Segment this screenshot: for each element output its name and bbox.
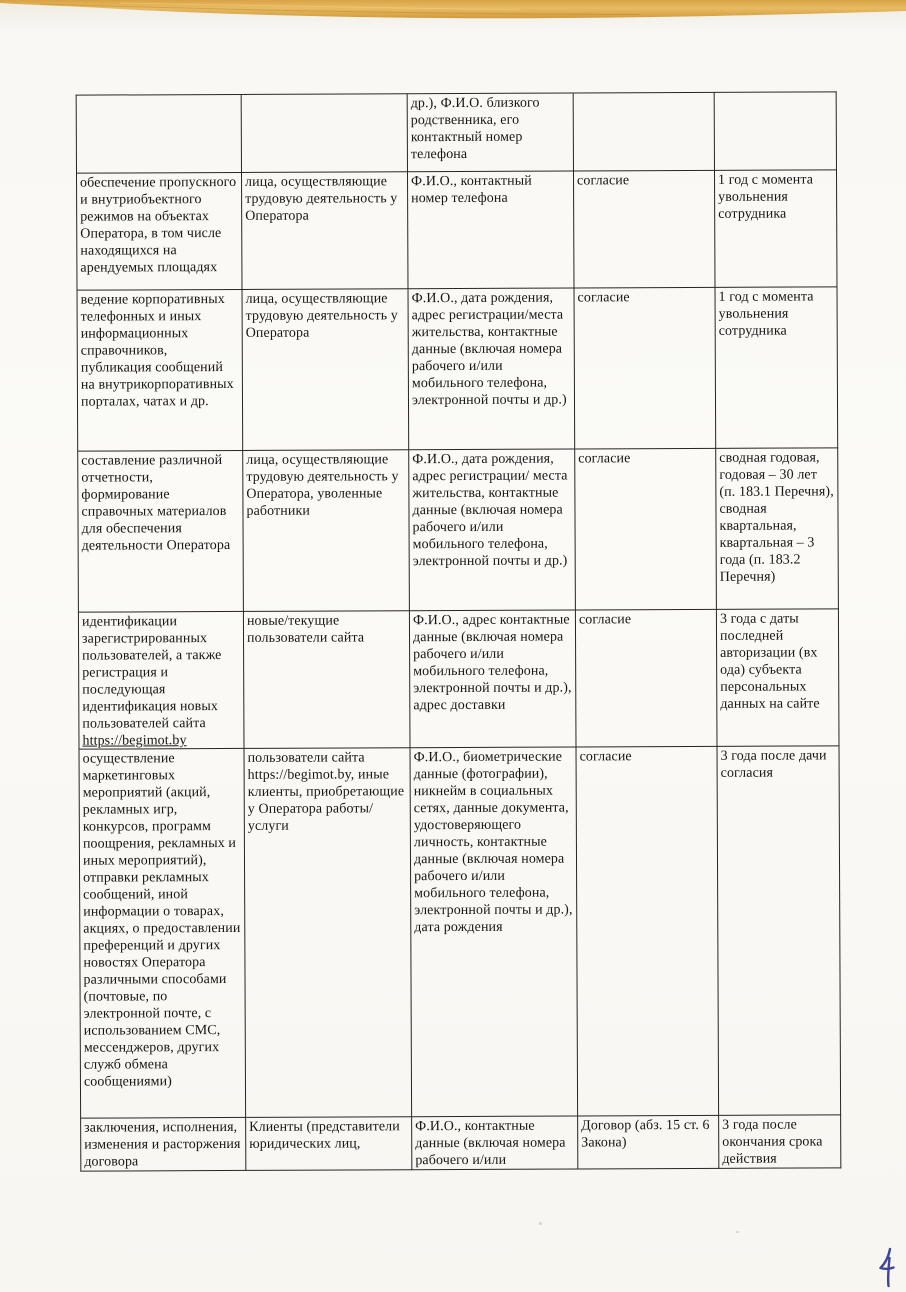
- cell-personal-data: [410, 747, 578, 1117]
- cell-text: 3 года после дачи согласия: [720, 748, 827, 781]
- cell-text: [245, 95, 404, 172]
- cell-subjects: [241, 172, 408, 290]
- cell-text: обеспечение пропускного и внутриобъектного режимов на объектах Оператора, в том числе находящихся на арендуемых площадях: [80, 174, 237, 276]
- wood-table-edge: [0, 0, 906, 28]
- cell-purpose: [78, 450, 244, 612]
- cell-retention: [719, 1115, 841, 1169]
- cell-legal-basis: [576, 746, 719, 1116]
- cell-text: 3 года после окончания срока действия: [722, 1117, 823, 1167]
- cell-text: согласие: [578, 451, 631, 467]
- cell-text: составление различной отчетности, формирование справочных материалов для обеспечения деятельности Оператора: [81, 453, 231, 554]
- cell-legal-basis: [574, 287, 716, 449]
- cell-personal-data: [409, 449, 576, 611]
- cell-text: согласие: [578, 612, 632, 628]
- cell-text: лица, осуществляющие трудовую деятельность у Оператора, уволенные работники: [246, 452, 399, 519]
- cell-text: Ф.И.О., контактный номер телефона: [411, 173, 532, 207]
- personal-data-table: [76, 91, 842, 1171]
- cell-personal-data: [408, 288, 575, 450]
- cell-text: новые/текущие пользователи сайта: [246, 613, 365, 646]
- cell-text: заключения, исполнения, изменения и расторжения договора: [84, 1119, 241, 1170]
- cell-subjects: [246, 1117, 412, 1171]
- cell-text: 1 год с момента увольнения сотрудника: [718, 172, 814, 222]
- table-row: [76, 170, 837, 290]
- cell-legal-basis: [575, 609, 717, 747]
- cell-purpose: [79, 748, 246, 1118]
- cell-retention: [714, 92, 836, 171]
- cell-purpose: [78, 611, 244, 749]
- cell-text: Договор (абз. 15 ст. 6 Закона): [581, 1117, 710, 1151]
- cell-retention: [716, 448, 839, 610]
- cell-legal-basis: [575, 448, 717, 610]
- table-row: [76, 92, 836, 173]
- cell-subjects: [242, 289, 409, 451]
- table-row: [77, 287, 838, 451]
- cell-legal-basis: [578, 1115, 719, 1169]
- cell-purpose: [77, 289, 243, 451]
- cell-text: Ф.И.О., дата рождения, адрес регистрации/ места жительства, контактные данные (включая номера рабочего и/или мобильного телефона, электронной почты и др.): [412, 451, 568, 570]
- cell-purpose: [81, 1117, 246, 1171]
- cell-text: [577, 94, 711, 171]
- cell-retention: [716, 609, 839, 747]
- table-row: [78, 448, 839, 612]
- cell-text: Ф.И.О., контактные данные (включая номера рабочего и/или: [415, 1118, 566, 1169]
- cell-text: идентификации зарегистрированных пользователей, а также регистрация и последующая идентификация новых пользователей сайта: [81, 614, 222, 732]
- cell-text: др.), Ф.И.О. близкого родственника, его контактный номер телефона: [410, 95, 540, 163]
- cell-text: сводная годовая, годовая – 30 лет (п. 183.1 Перечня), сводная квартальная, квартальная – 3 года (п. 183.2 Перечня): [719, 450, 834, 585]
- cell-purpose: [76, 94, 241, 173]
- cell-retention: [714, 170, 837, 288]
- cell-text: согласие: [579, 749, 632, 765]
- cell-text: ведение корпоративных телефонных и иных информационных справочников, публикация сообщений на внутрикорпоративных порталах, чатах и др.: [80, 292, 234, 410]
- cell-personal-data: [407, 93, 573, 172]
- cell-retention: [717, 746, 841, 1116]
- cell-text: Ф.И.О., дата рождения, адрес регистрации/места жительства, контактные данные (включая номера рабочего и/или мобильного телефона, электронной почты и др.): [411, 290, 567, 409]
- cell-text: 3 года с даты последней авторизации (вх ода) субъекта персональных данных на сайте: [719, 611, 820, 712]
- cell-subjects: [243, 611, 410, 749]
- handwritten-page-number: [876, 1246, 904, 1290]
- cell-personal-data: [407, 171, 574, 289]
- cell-personal-data: [412, 1116, 578, 1170]
- cell-text: осуществление маркетинговых мероприятий (акций, рекламных игр, конкурсов, программ поощрения, рекламных и иных мероприятий), отправки рекламных сообщений, иной информации о товарах, акциях, о предоставлении преференций и других новостях Оператора различными способами (почтовые, по электронной почте, с использованием СМС, мессенджеров, других служб обмена сообщениями): [82, 751, 241, 1090]
- cell-subjects: [243, 450, 410, 612]
- cell-text: 1 год с момента увольнения сотрудника: [718, 289, 814, 339]
- site-url-link: https://begimot.by: [82, 733, 187, 749]
- cell-text: [80, 96, 238, 173]
- table-row: [79, 746, 841, 1118]
- cell-personal-data: [409, 610, 576, 748]
- cell-purpose: [76, 172, 242, 290]
- cell-text: согласие: [577, 290, 630, 306]
- cell-text: пользователи сайта https://begimot.by, иные клиенты, приобретающие у Оператора работы/услуги: [247, 750, 405, 834]
- cell-text: Клиенты (представители юридических лиц,: [249, 1119, 400, 1152]
- table-row: [78, 609, 839, 749]
- table-row: [81, 1115, 841, 1171]
- cell-text: лица, осуществляющие трудовую деятельность у Оператора: [245, 174, 398, 224]
- scan-speck: [736, 1231, 739, 1233]
- cell-text: согласие: [577, 173, 630, 189]
- cell-text: Ф.И.О., биометрические данные (фотографии), никнейм в социальных сетях, данные документа, удостоверяющего личность, контактные данные (включая номера рабочего и/или мобильного телефона, электронной почты и др.), дата рождения: [413, 749, 573, 936]
- scan-speck: [539, 1222, 542, 1225]
- cell-subjects: [244, 748, 412, 1118]
- cell-text: Ф.И.О., адрес контактные данные (включая номера рабочего и/или мобильного телефона, электронной почты и др.), адрес доставки: [412, 612, 572, 714]
- cell-text: лица, осуществляющие трудовую деятельность у Оператора: [245, 291, 398, 341]
- cell-retention: [715, 287, 838, 449]
- cell-subjects: [241, 94, 407, 173]
- cell-legal-basis: [573, 92, 714, 171]
- cell-legal-basis: [573, 170, 715, 288]
- cell-text: [718, 93, 833, 170]
